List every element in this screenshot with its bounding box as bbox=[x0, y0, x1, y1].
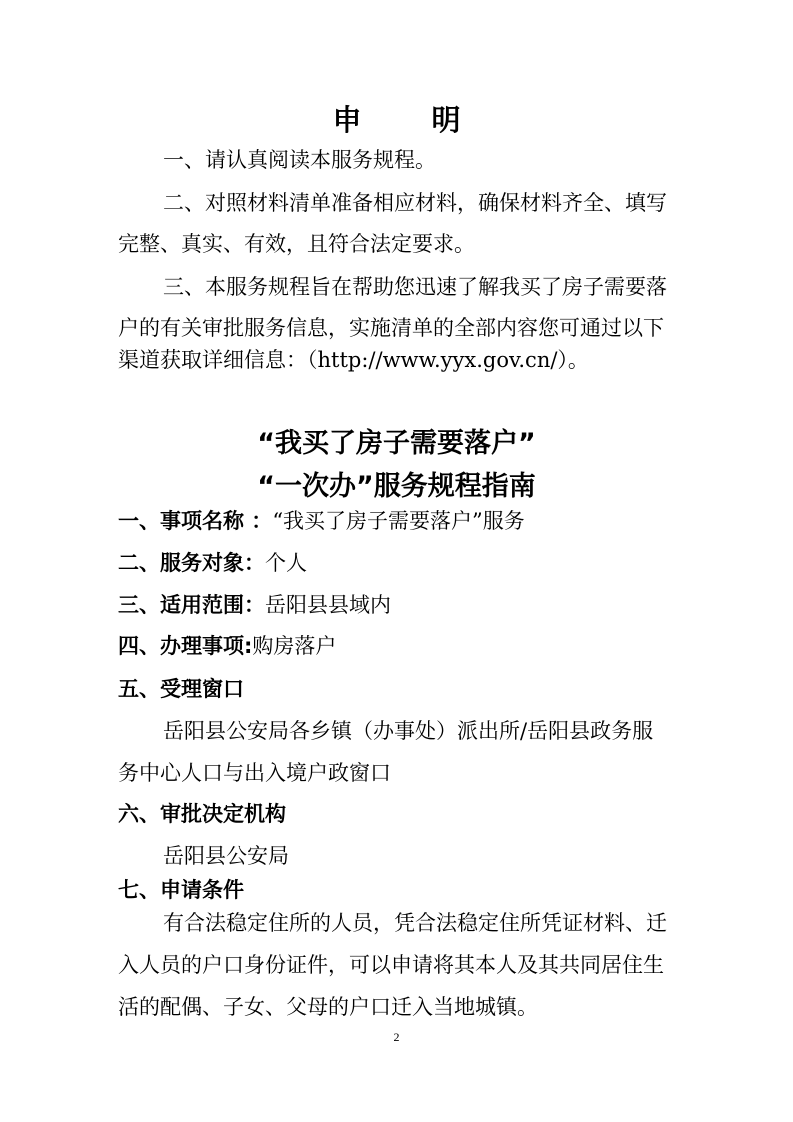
conditions-line-1: 有合法稳定住所的人员，凭合法稳定住所凭证材料、迁 bbox=[163, 911, 667, 935]
declaration-line-4: 三、本服务规程旨在帮助您迅速了解我买了房子需要落 bbox=[163, 275, 667, 299]
matter-heading: 四、办理事项: bbox=[118, 634, 253, 658]
guide-title-line-1: “我买了房子需要落户” bbox=[257, 428, 536, 459]
matter-row bbox=[118, 636, 336, 657]
conditions-line-2: 入人员的户口身份证件，可以申请将其本人及其共同居住生 bbox=[118, 953, 664, 977]
approval-body-line-1: 岳阳县公安局 bbox=[163, 844, 289, 868]
window-heading: 五、受理窗口 bbox=[118, 677, 244, 701]
item-name-value: “我买了房子需要落户”服务 bbox=[272, 509, 525, 533]
declaration-line-6: 渠道获取详细信息：（http://www.yyx.gov.cn/）。 bbox=[118, 348, 589, 372]
service-target-value: 个人 bbox=[265, 551, 307, 575]
conditions-heading: 七、申请条件 bbox=[118, 878, 244, 902]
page-number: 2 bbox=[393, 1030, 400, 1044]
approval-body-heading: 六、审批决定机构 bbox=[118, 802, 286, 826]
scope-value: 岳阳县县域内 bbox=[265, 593, 391, 617]
declaration-line-3: 完整、真实、有效，且符合法定要求。 bbox=[118, 232, 475, 256]
guide-title-line-2: “一次办”服务规程指南 bbox=[257, 471, 536, 502]
item-name-heading: 一、事项名称 ： bbox=[118, 509, 273, 533]
window-line-1: 岳阳县公安局各乡镇（办事处）派出所/岳阳县政务服 bbox=[163, 719, 654, 743]
window-line-2: 务中心人口与出入境户政窗口 bbox=[118, 761, 391, 785]
scope-row bbox=[118, 595, 391, 616]
item-name-row bbox=[118, 511, 525, 532]
conditions-line-3: 活的配偶、子女、父母的户口迁入当地城镇。 bbox=[118, 995, 538, 1019]
declaration-title: 申 明 bbox=[332, 103, 491, 137]
declaration-line-2: 二、对照材料清单准备相应材料，确保材料齐全、填写 bbox=[163, 191, 667, 215]
declaration-line-1: 一、请认真阅读本服务规程。 bbox=[163, 148, 436, 172]
matter-value: 购房落户 bbox=[252, 634, 337, 658]
declaration-line-5: 户的有关审批服务信息，实施清单的全部内容您可通过以下 bbox=[118, 316, 664, 340]
scope-heading: 三、适用范围： bbox=[118, 593, 265, 617]
service-target-heading: 二、服务对象： bbox=[118, 551, 265, 575]
service-target-row bbox=[118, 553, 307, 574]
